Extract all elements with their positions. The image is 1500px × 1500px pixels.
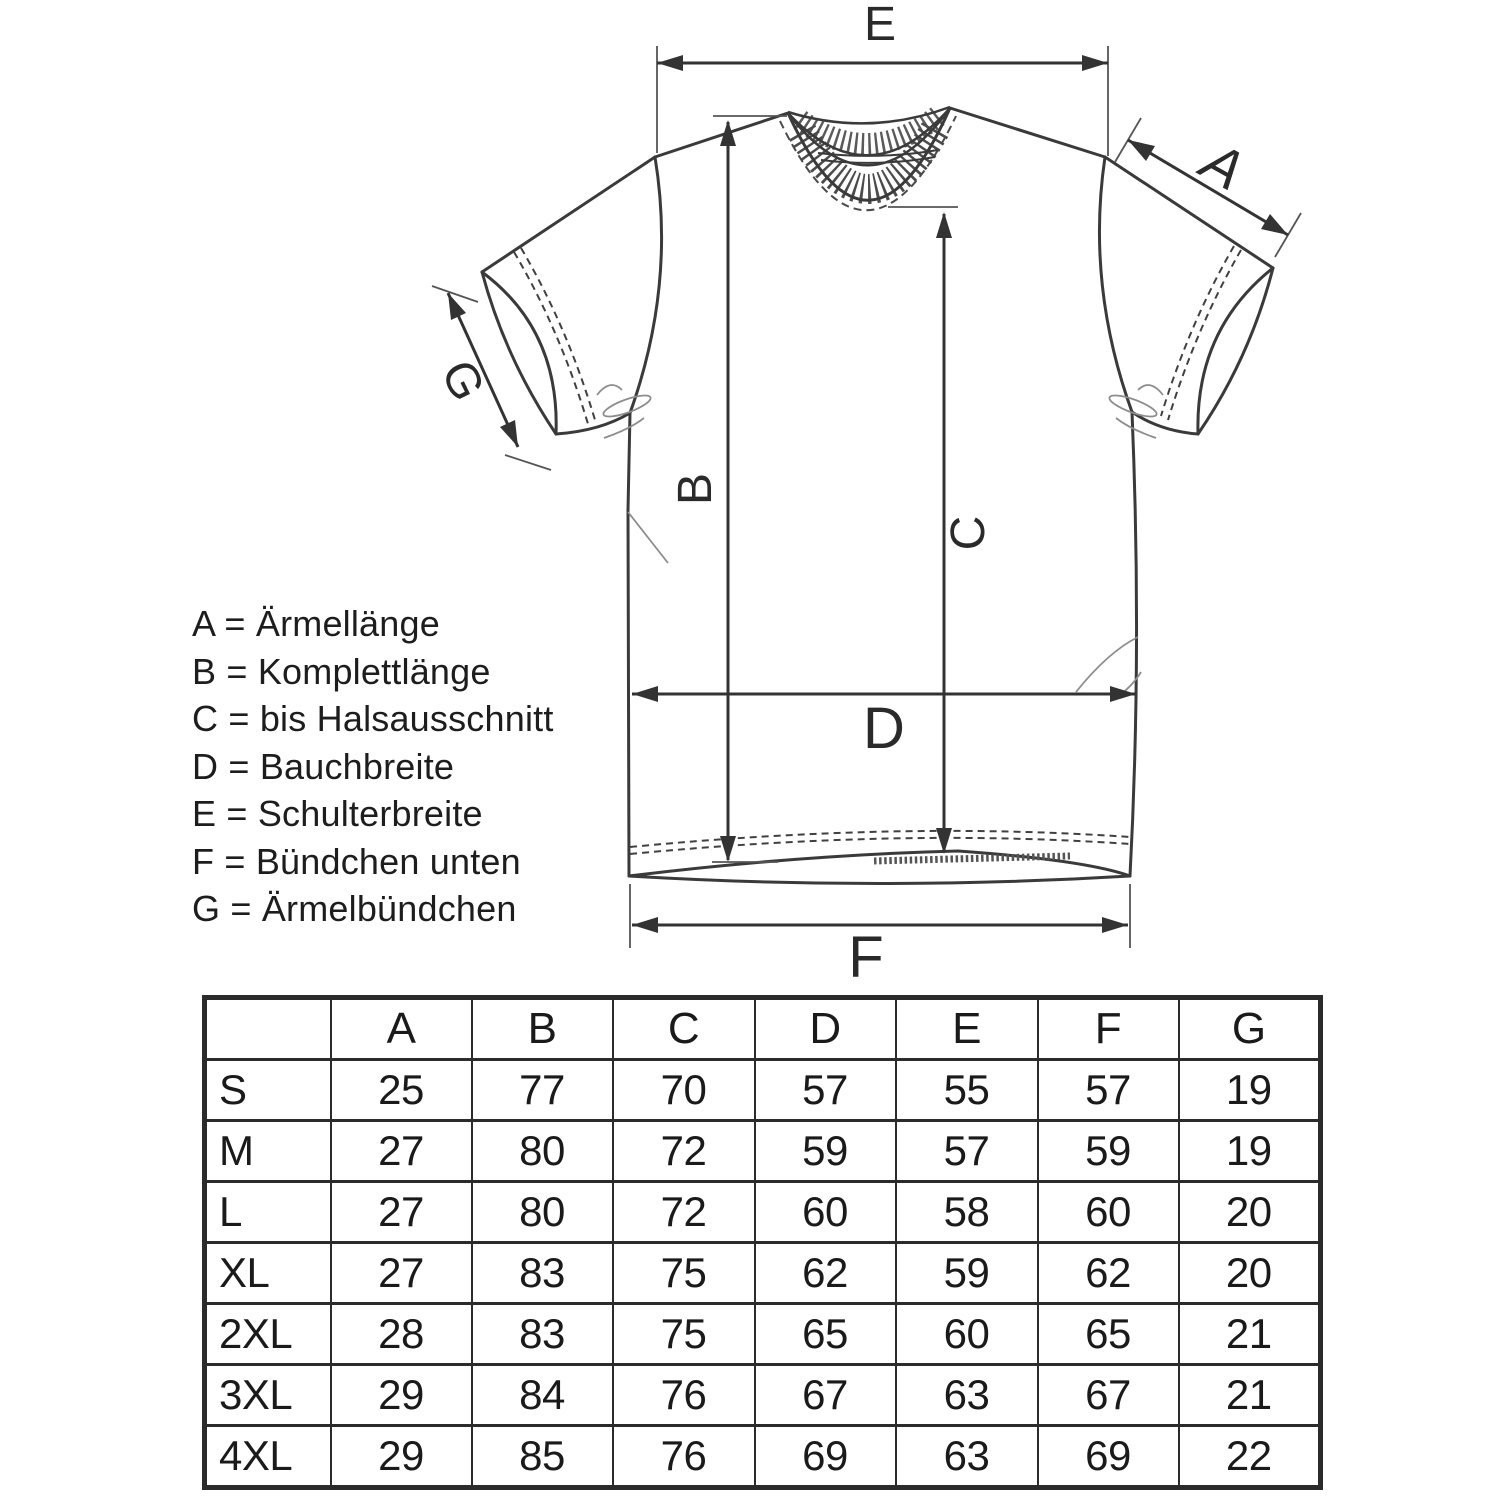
- stitch-lines: [514, 246, 1241, 854]
- cell: 65: [755, 1304, 896, 1365]
- col-header-g: G: [1179, 998, 1321, 1060]
- row-label: XL: [205, 1243, 331, 1304]
- table-row: [205, 1060, 1321, 1121]
- dim-label-f: F: [848, 925, 884, 990]
- dim-label-b: B: [669, 472, 722, 506]
- row-label: L: [205, 1182, 331, 1243]
- cell: 76: [613, 1365, 755, 1426]
- legend-line-a: A = Ärmellänge: [192, 603, 440, 644]
- col-header-c: C: [613, 998, 755, 1060]
- size-table: [202, 995, 1323, 1490]
- row-label: 4XL: [205, 1426, 331, 1488]
- measurement-legend: [192, 600, 554, 933]
- col-header-f: F: [1038, 998, 1179, 1060]
- fold-marks: [597, 385, 1163, 697]
- col-header-e: E: [896, 998, 1038, 1060]
- cell: 63: [896, 1365, 1038, 1426]
- cell: 57: [755, 1060, 896, 1121]
- row-label: 2XL: [205, 1304, 331, 1365]
- cell: 25: [331, 1060, 472, 1121]
- cell: 27: [331, 1182, 472, 1243]
- legend-line-f: F = Bündchen unten: [192, 840, 521, 882]
- table-row: [205, 1121, 1321, 1182]
- cell: 20: [1179, 1243, 1321, 1304]
- cell: 84: [472, 1365, 613, 1426]
- cell: 55: [896, 1060, 1038, 1121]
- legend-line-e: E = Schulterbreite: [192, 793, 483, 834]
- cell: 72: [613, 1182, 755, 1243]
- cell: 57: [1038, 1060, 1179, 1121]
- cell: 72: [613, 1121, 755, 1182]
- cell: 67: [755, 1365, 896, 1426]
- cell: 69: [755, 1426, 896, 1488]
- cell: 65: [1038, 1304, 1179, 1365]
- col-header-d: D: [755, 998, 896, 1060]
- dim-label-a: A: [1191, 128, 1255, 203]
- cell: 62: [755, 1243, 896, 1304]
- cell: 69: [1038, 1426, 1179, 1488]
- table-header-row: [205, 998, 1321, 1060]
- row-label: S: [205, 1060, 331, 1121]
- cell: 76: [613, 1426, 755, 1488]
- cell: 57: [896, 1121, 1038, 1182]
- cell: 60: [1038, 1182, 1179, 1243]
- cell: 58: [896, 1182, 1038, 1243]
- row-label: 3XL: [205, 1365, 331, 1426]
- table-row: [205, 1182, 1321, 1243]
- cell: 75: [613, 1304, 755, 1365]
- arrowheads: [448, 55, 1288, 933]
- legend-line-c: C = bis Halsausschnitt: [192, 698, 554, 739]
- cell: 20: [1179, 1182, 1321, 1243]
- cell: 21: [1179, 1365, 1321, 1426]
- table-row: [205, 1365, 1321, 1426]
- cell: 19: [1179, 1060, 1321, 1121]
- cell: 85: [472, 1426, 613, 1488]
- cell: 29: [331, 1365, 472, 1426]
- cell: 29: [331, 1426, 472, 1488]
- legend-line-d: D = Bauchbreite: [192, 745, 455, 787]
- row-label: M: [205, 1121, 331, 1182]
- table-row: [205, 1243, 1321, 1304]
- cell: 59: [755, 1121, 896, 1182]
- cell: 83: [472, 1243, 613, 1304]
- collar-ribbing: [780, 107, 956, 210]
- legend-line-b: B = Komplettlänge: [192, 650, 491, 692]
- cell: 75: [613, 1243, 755, 1304]
- col-header-a: A: [331, 998, 472, 1060]
- dim-label-e: E: [863, 0, 897, 51]
- table-row: [205, 1304, 1321, 1365]
- dimension-lines: [448, 63, 1288, 925]
- col-header-b: B: [472, 998, 613, 1060]
- cell: 22: [1179, 1426, 1321, 1488]
- cell: 27: [331, 1121, 472, 1182]
- cell: 28: [331, 1304, 472, 1365]
- cell: 67: [1038, 1365, 1179, 1426]
- cell: 60: [896, 1304, 1038, 1365]
- cell: 70: [613, 1060, 755, 1121]
- cell: 83: [472, 1304, 613, 1365]
- cell: 59: [1038, 1121, 1179, 1182]
- cell: 80: [472, 1182, 613, 1243]
- extension-ticks: [432, 46, 1301, 948]
- cell: 59: [896, 1243, 1038, 1304]
- cell: 60: [755, 1182, 896, 1243]
- legend-line-g: G = Ärmelbündchen: [192, 888, 517, 929]
- col-header-size: [205, 998, 331, 1060]
- cell: 62: [1038, 1243, 1179, 1304]
- dim-label-g: G: [430, 352, 495, 410]
- cell: 19: [1179, 1121, 1321, 1182]
- dim-label-c: C: [942, 515, 995, 551]
- cell: 80: [472, 1121, 613, 1182]
- cell: 21: [1179, 1304, 1321, 1365]
- table-row: [205, 1426, 1321, 1488]
- cell: 63: [896, 1426, 1038, 1488]
- dim-label-d: D: [863, 696, 905, 761]
- cell: 77: [472, 1060, 613, 1121]
- cell: 27: [331, 1243, 472, 1304]
